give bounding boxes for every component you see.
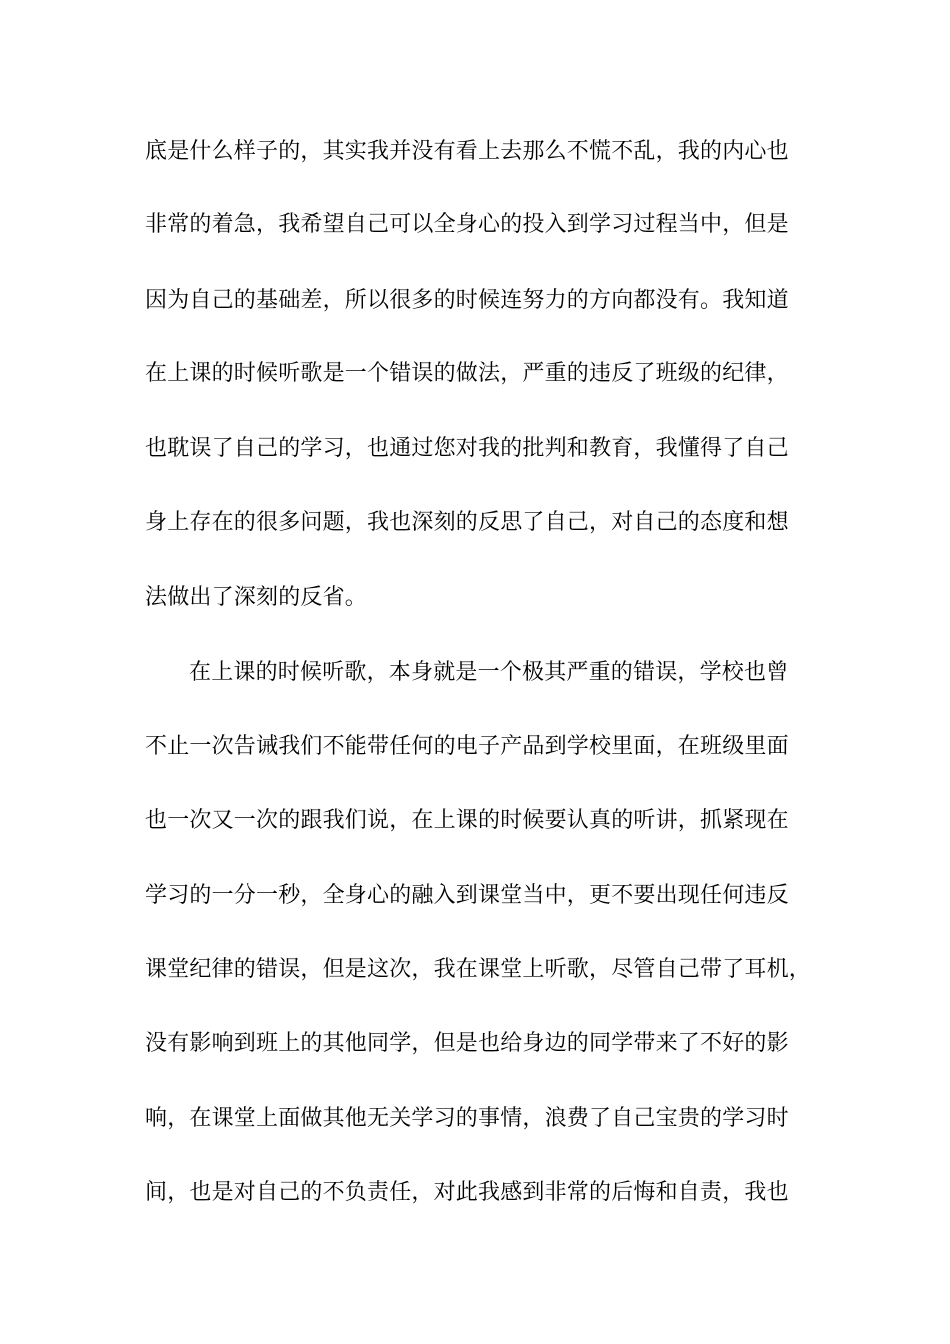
- paragraph-line: 学习的一分一秒，全身心的融入到课堂当中，更不要出现任何违反: [145, 883, 789, 908]
- paragraph-line: 非常的着急，我希望自己可以全身心的投入到学习过程当中，但是: [145, 212, 789, 237]
- paragraph-line: 因为自己的基础差，所以很多的时候连努力的方向都没有。我知道: [145, 288, 789, 313]
- paragraph-line: 响，在课堂上面做其他无关学习的事情，浪费了自己宝贵的学习时: [145, 1106, 789, 1131]
- paragraph-line: 底是什么样子的，其实我并没有看上去那么不慌不乱，我的内心也: [145, 139, 789, 164]
- paragraph-line: 也耽误了自己的学习，也通过您对我的批判和教育，我懂得了自己: [145, 436, 789, 461]
- paragraph-line: 不止一次告诫我们不能带任何的电子产品到学校里面，在班级里面: [145, 734, 789, 759]
- paragraph-line: 没有影响到班上的其他同学，但是也给身边的同学带来了不好的影: [145, 1031, 789, 1056]
- paragraph-line: 身上存在的很多问题，我也深刻的反思了自己，对自己的态度和想: [145, 510, 789, 535]
- paragraph-line: 在上课的时候听歌，本身就是一个极其严重的错误，学校也曾: [189, 660, 789, 685]
- paragraph-line: 在上课的时候听歌是一个错误的做法，严重的违反了班级的纪律，: [145, 361, 789, 386]
- paragraph-line: 也一次又一次的跟我们说，在上课的时候要认真的听讲，抓紧现在: [145, 808, 789, 833]
- paragraph-line: 法做出了深刻的反省。: [145, 585, 368, 610]
- paragraph-line: 间，也是对自己的不负责任，对此我感到非常的后悔和自责，我也: [145, 1180, 789, 1205]
- paragraph-line: 课堂纪律的错误，但是这次，我在课堂上听歌，尽管自己带了耳机，: [145, 957, 812, 982]
